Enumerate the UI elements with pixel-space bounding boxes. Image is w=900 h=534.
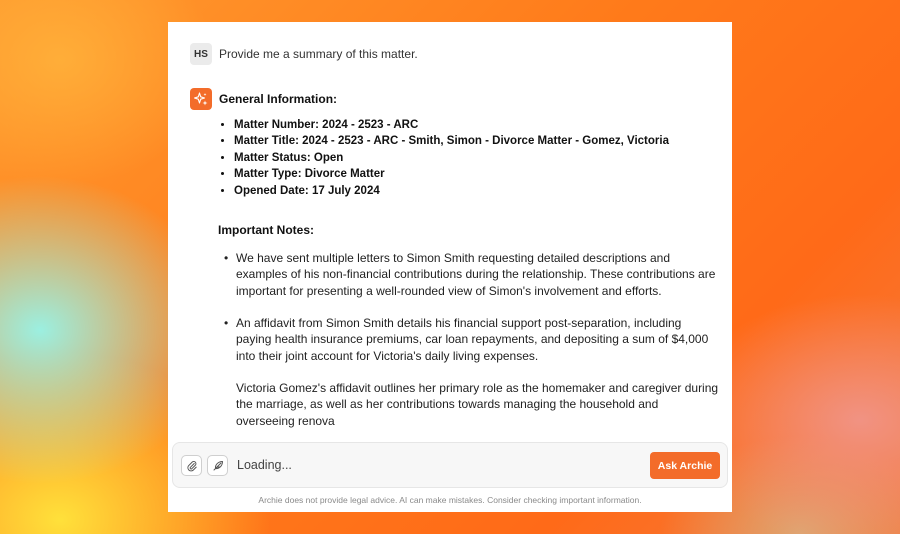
info-matter-title: • Matter Title: 2024 - 2523 - ARC - Smith, Simon - Divorce Matter - Gomez, Victoria [234, 133, 669, 149]
general-info-heading: General Information: [219, 92, 338, 106]
composer [172, 442, 728, 488]
info-matter-number: • Matter Number: 2024 - 2523 - ARC [234, 117, 669, 133]
bullet-icon: • [224, 251, 229, 265]
note-text: An affidavit from Simon Smith details his financial support post-separation, including paying health insurance premiums, car loan repayments, and depositing a sum of $4,000 into their joint account for Victoria's daily living expenses. [236, 316, 709, 363]
matter-info-list [234, 117, 669, 199]
disclaimer-text: Archie does not provide legal advice. AI can make mistakes. Consider checking important information. [258, 495, 642, 505]
user-avatar: HS [190, 43, 212, 65]
assistant-header [190, 88, 337, 110]
note-item [224, 250, 720, 299]
chat-panel [168, 22, 732, 512]
sparkle-icon [190, 88, 212, 110]
paperclip-icon[interactable] [181, 455, 202, 476]
bullet-icon: • [224, 316, 229, 330]
info-opened-date: • Opened Date: 17 July 2024 [234, 183, 669, 199]
user-message-text: Provide me a summary of this matter. [219, 47, 418, 61]
info-matter-status: • Matter Status: Open [234, 150, 669, 166]
info-matter-type: • Matter Type: Divorce Matter [234, 166, 669, 182]
user-message-row [190, 43, 418, 65]
note-item [224, 315, 720, 364]
note-paragraph: Victoria Gomez's affidavit outlines her primary role as the homemaker and caregiver during the marriage, as well as her contributions towards managing the household and overseeing renova [236, 381, 719, 428]
ask-archie-button[interactable]: Ask Archie [650, 452, 720, 479]
feather-icon[interactable] [207, 455, 228, 476]
important-notes-heading: Important Notes: [218, 223, 314, 237]
chat-input[interactable]: Loading... [237, 458, 292, 472]
note-text: We have sent multiple letters to Simon Smith requesting detailed descriptions and examples of his non-financial contributions during the relationship. These contributions are important for presenting a well-rounded view of Simon's involvement and efforts. [236, 251, 716, 298]
